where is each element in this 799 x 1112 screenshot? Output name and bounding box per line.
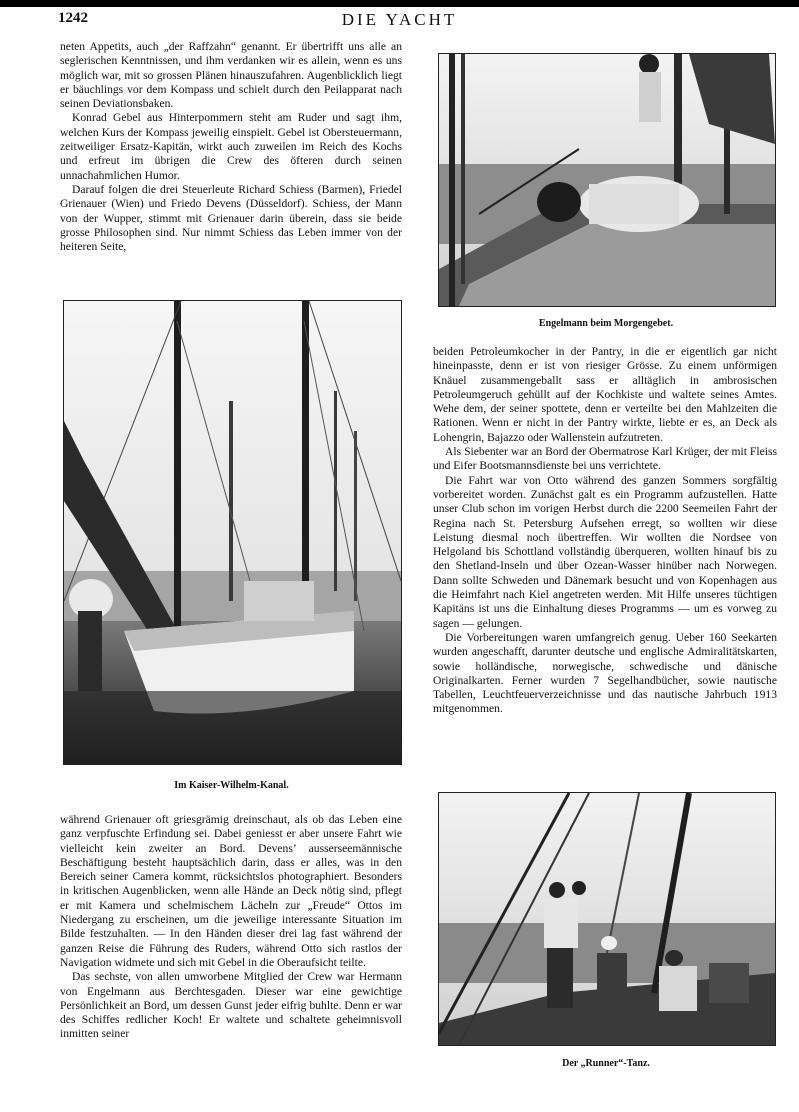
caption-canal: Im Kaiser-Wilhelm-Kanal.: [174, 780, 289, 791]
paragraph: Die Vorbereitungen waren umfangreich genug. Ueber 160 Seekarten wurden angeschafft, darunter deutsche und englische Admiralitätskarten, sowie holländische, norwegische, schwedische und dänische Originalkarten. Ferner wurden 7 Segelhandbücher, sowie nautische Tabellen, Leuchtfeuerverzeichnisse und das nautische Jahrbuch 1913 mitgenommen.: [433, 630, 777, 716]
left-column-top-text: [60, 40, 402, 254]
left-column-bottom-text: [60, 813, 402, 1042]
photo-morning-prayer: [438, 53, 776, 307]
paragraph: Die Fahrt war von Otto während des ganzen Sommers sorgfältig vorbereitet worden. Zunächst galt es ein Programm aufzustellen. Hatte unser Club schon im vorigen Herbst durch die 2200 Seemeilen Fahrt der Regina nach St. Petersburg Aufsehen erregt, so wollten wir diese Leistung diesmal noch übertreffen. Wir wollten die Nordsee von Helgoland bis Schottland vollständig überqueren, wollten hinauf bis zu den Shetland-Inseln und über Ozean-Wasser hinüber nach Norwegen. Dann sollte Schweden und Dänemark besucht und von Kopenhagen aus die Heimfahrt nach Kiel angetreten werden. Mit Hilfe unseres tüchtigen Kapitäns ist uns die Einhaltung dieses Programms — um es vorweg zu sagen — gelungen.: [433, 473, 777, 630]
photo-canal: [63, 300, 402, 765]
paragraph: beiden Petroleumkocher in der Pantry, in die er eigentlich gar nicht hineinpasste, denn er ist von riesiger Grösse. Zu einem unförmigen Knäuel zusammengeballt sass er alltäglich in ambrosischen Petroleumgeruch gehüllt auf der Kochkiste und waltete seines Amtes. Wehe dem, der seiner spottete, denn er verteilte bei den Mahlzeiten die Rationen. Wenn er nicht in der Pantry wirkte, liebte er es, an Deck als Lohengrin, Bajazzo oder Wallenstein aufzutreten.: [433, 345, 777, 444]
paragraph: neten Appetits, auch „der Raffzahn“ genannt. Er übertrifft uns alle an seglerischen Kenntnissen, und ihm verdanken wir es allein, wenn es uns möglich war, mit so grossen Plänen hinauszufahren. Augenblicklich liegt er bäuchlings vor dem Kompass und schielt durch den Peilapparat nach seinen Deviationsbaken.: [60, 40, 402, 111]
paragraph: Als Siebenter war an Bord der Obermatrose Karl Krüger, der mit Fleiss und Eifer Bootsmannsdienste bei uns verrichtete.: [433, 445, 777, 473]
caption-morning-prayer: Engelmann beim Morgengebet.: [538, 318, 674, 329]
caption-runner-dance: Der „Runner“-Tanz.: [562, 1058, 650, 1069]
paragraph: Konrad Gebel aus Hinterpommern steht am Ruder und sagt ihm, welchen Kurs der Kompass jeweilig einspielt. Gebel ist Obersteuermann, zeitweiliger Ersatz-Kapitän, wirkt auch zuweilen im Reich des Kochs und erfreut im übrigen die Crew des öfteren durch seinen unnachahmlichen Humor.: [60, 111, 402, 182]
paragraph: während Grienauer oft griesgrämig dreinschaut, als ob das Leben eine ganz verpfuschte Erfindung sei. Dabei geniesst er aber unsere Fahrt wie vielleicht kein zweiter an Bord. Devens’ ausserseemännische Beschäftigung besteht hauptsächlich darin, dass er alles, was in den Bereich seiner Camera kommt, rücksichtslos photographiert. Besonders in kritischen Augenblicken, wenn alle Hände an Deck nötig sind, pflegt er mit Kamera und schelmischem Lächeln zur „Freude“ Ottos im Niedergang zu erscheinen, um die jeweilige interessante Situation im Bilde festzuhalten. — In den Händen dieser drei lag fast während der ganzen Reise die Führung des Ruders, während Otto sich rastlos der Navigation widmete und sich mit Gebel in die Oberaufsicht teilte.: [60, 813, 402, 969]
paragraph: Das sechste, von allen umworbene Mitglied der Crew war Hermann von Engelmann aus Berchtesgaden. Dieser war eine gewichtige Persönlichkeit an Bord, um dessen Gunst jeder eifrig buhlte. Denn er war des Schiffes redlicher Koch! Er waltete und schaltete geheimnisvoll inmitten seiner: [60, 970, 402, 1041]
photo-runner-dance: [438, 792, 776, 1046]
page-number: 1242: [58, 10, 88, 26]
right-column-middle-text: [433, 345, 777, 717]
running-title: DIE YACHT: [341, 10, 458, 29]
top-rule: [0, 0, 799, 7]
paragraph: Darauf folgen die drei Steuerleute Richard Schiess (Barmen), Friedel Grienauer (Wien) und Friedo Devens (Düsseldorf). Schiess, der Mann von der Wupper, stimmt mit Grienauer darin überein, dass sie beide grosse Philosophen sind. Nur nimmt Schiess das Leben immer von der heiteren Seite,: [60, 182, 402, 254]
